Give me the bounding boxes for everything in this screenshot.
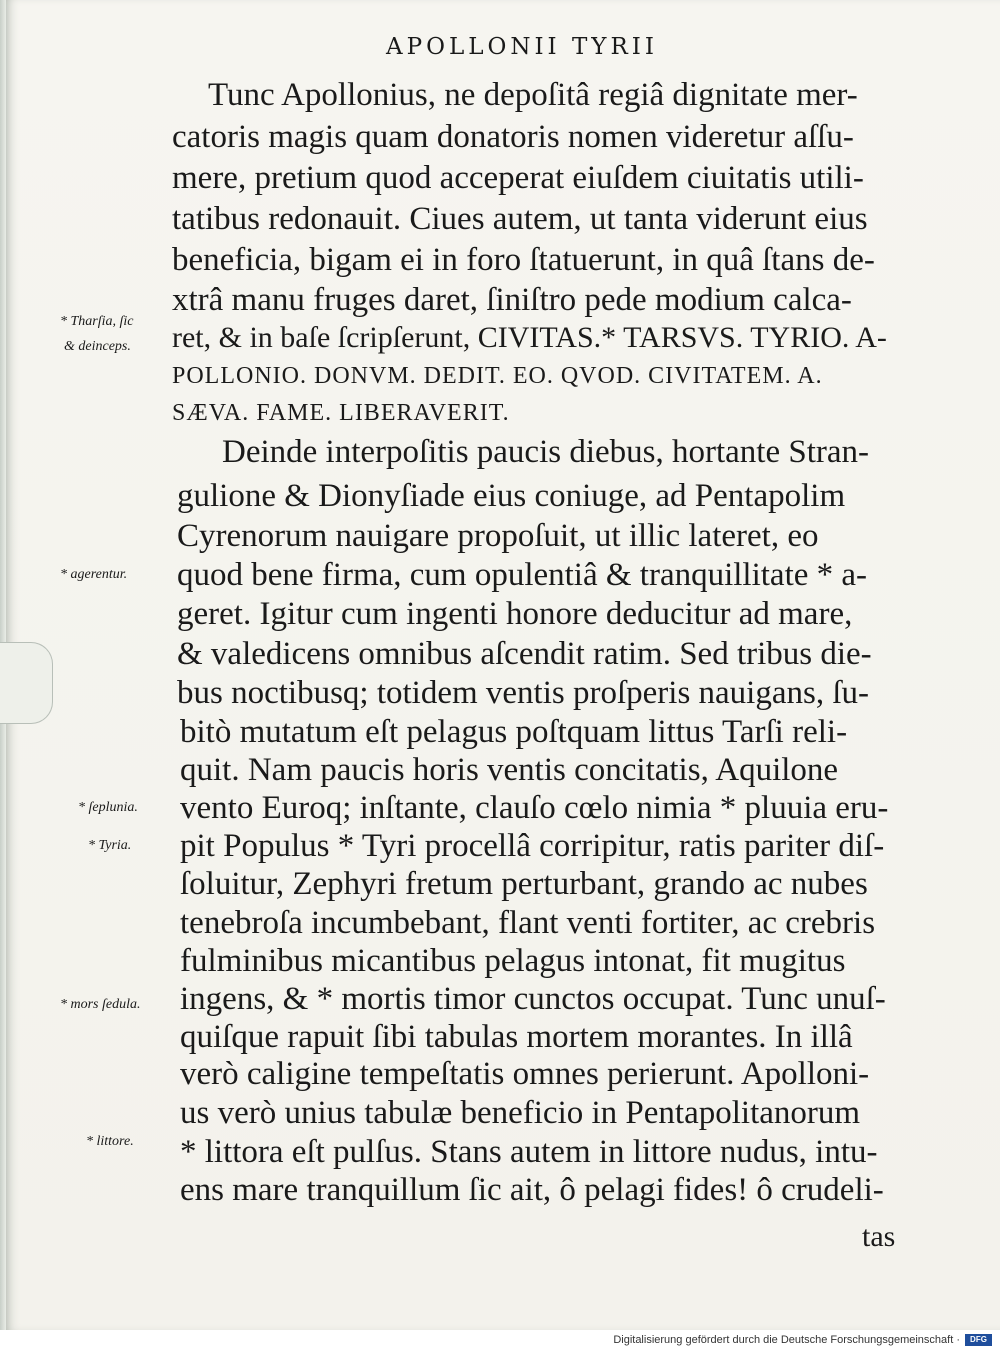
text-line-29: ens mare tranquillum ſic ait, ô pelagi fides! ô crudeli-	[180, 1172, 884, 1208]
text-line-16: bus noctibusq; totidem ventis proſperis nauigans, ſu-	[177, 675, 870, 711]
text-line-23: fulminibus micantibus pelagus intonat, fit mugitus	[180, 943, 846, 979]
catchword: tas	[862, 1220, 896, 1253]
text-line-28: * littora eſt pulſus. Stans autem in littore nudus, intu-	[180, 1134, 878, 1170]
dfg-logo-icon: DFG	[965, 1334, 992, 1346]
margin-note-mors-sedula: * mors ſedula.	[60, 997, 141, 1012]
text-line-1: Tunc Apollonius, ne depoſitâ regiâ dignitate mer-	[208, 77, 858, 113]
margin-note-littore: * littore.	[86, 1134, 134, 1149]
text-line-25: quiſque rapuit ſibi tabulas mortem morantes. In illâ	[180, 1019, 853, 1055]
text-line-5: beneficia, bigam ei in foro ſtatuerunt, in quâ ſtans de-	[172, 242, 875, 278]
text-line-21: ſoluitur, Zephyri fretum perturbant, grando ac nubes	[180, 866, 868, 902]
margin-note-deinceps: & deinceps.	[64, 339, 131, 354]
text-line-2: catoris magis quam donatoris nomen videretur aſſu-	[172, 119, 854, 155]
text-line-10: Deinde interpoſitis paucis diebus, hortante Stran-	[222, 434, 870, 470]
text-line-27: us verò unius tabulæ beneficio in Pentapolitanorum	[180, 1095, 861, 1131]
text-line-11: gulione & Dionyſiade eius coniuge, ad Pentapolim	[177, 478, 846, 514]
text-line-22: tenebroſa incumbebant, flant venti fortiter, ac crebris	[180, 905, 876, 941]
footer-text: Digitalisierung gefördert durch die Deutsche Forschungsgemeinschaft ·	[613, 1334, 960, 1346]
margin-note-tharsia: * Tharſia, ſic	[60, 314, 134, 329]
text-line-18: quit. Nam paucis horis ventis concitatis, Aquilone	[180, 752, 839, 788]
text-line-12: Cyrenorum nauigare propoſuit, ut illic lateret, eo	[177, 518, 819, 554]
text-line-24: ingens, & * mortis timor cunctos occupat. Tunc unuſ-	[180, 981, 886, 1017]
text-line-14: geret. Igitur cum ingenti honore deducitur ad mare,	[177, 596, 853, 632]
text-line-6: xtrâ manu fruges daret, ſiniſtro pede modium calca-	[172, 282, 852, 318]
text-line-8: POLLONIO. DONVM. DEDIT. EO. QVOD. CIVITATEM. A.	[172, 363, 823, 389]
text-line-15: & valedicens omnibus aſcendit ratim. Sed tribus die-	[177, 636, 872, 672]
left-edge-tab	[0, 642, 53, 724]
margin-note-seplunia: * ſeplunia.	[78, 800, 138, 815]
text-line-19: vento Euroq; inſtante, clauſo cœlo nimia * pluuia eru-	[180, 790, 889, 826]
text-line-7: ret, & in baſe ſcripſerunt, CIVITAS.* TARSVS. TYRIO. A-	[172, 321, 887, 354]
running-head: APOLLONII TYRII	[386, 34, 658, 60]
margin-note-tyria: * Tyria.	[88, 838, 132, 853]
text-line-9: SÆVA. FAME. LIBERAVERIT.	[172, 400, 510, 426]
margin-note-agerentur: * agerentur.	[60, 567, 128, 582]
text-line-3: mere, pretium quod acceperat eiuſdem ciuitatis utili-	[172, 160, 864, 196]
text-line-4: tatibus redonauit. Ciues autem, ut tanta viderunt eius	[172, 201, 868, 237]
text-line-13: quod bene firma, cum opulentiâ & tranquillitate * a-	[177, 557, 868, 593]
text-line-20: pit Populus * Tyri procellâ corripitur, ratis pariter diſ-	[180, 828, 885, 864]
text-line-26: verò caligine tempeſtatis omnes perierunt. Apolloni-	[180, 1056, 870, 1092]
text-line-17: bitò mutatum eſt pelagus poſtquam littus Tarſi reli-	[180, 714, 848, 750]
